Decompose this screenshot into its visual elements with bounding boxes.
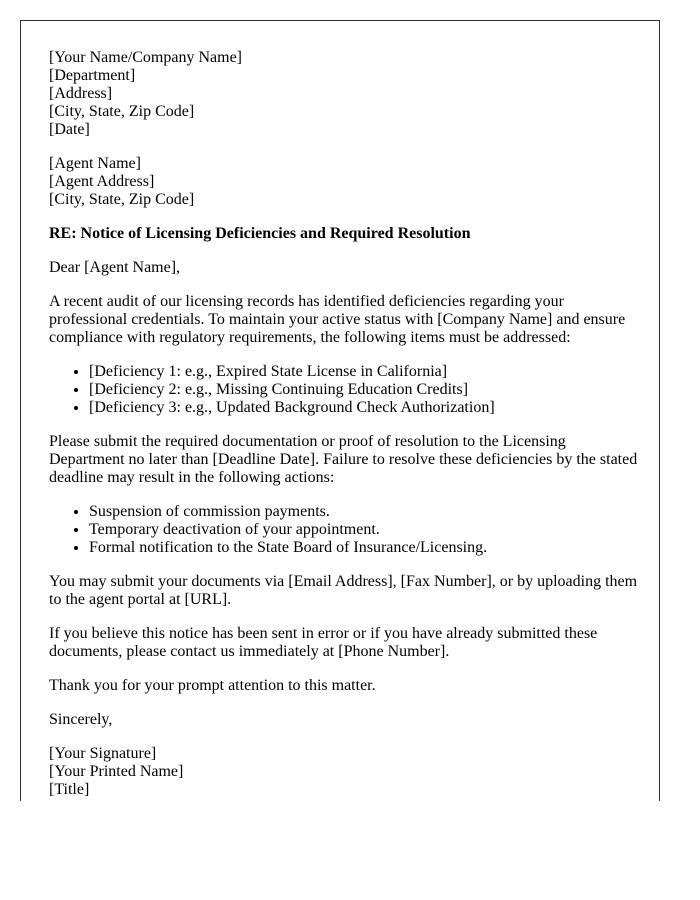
actions-list bbox=[49, 503, 639, 557]
signer-title: [Title] bbox=[49, 781, 90, 798]
letter-body bbox=[49, 49, 639, 801]
printed-name: [Your Printed Name] bbox=[49, 763, 184, 780]
deficiency-list bbox=[49, 363, 639, 417]
closing: Sincerely, bbox=[49, 711, 113, 728]
sender-block bbox=[49, 49, 639, 139]
sender-city-state-zip: [City, State, Zip Code] bbox=[49, 103, 195, 120]
thanks-paragraph: Thank you for your prompt attention to this matter. bbox=[49, 677, 376, 694]
letter-date: [Date] bbox=[49, 121, 90, 138]
signature-block bbox=[49, 745, 639, 799]
sender-name: [Your Name/Company Name] bbox=[49, 49, 243, 66]
intro-paragraph: A recent audit of our licensing records has identified deficiencies regarding your professional credentials. To maintain your active status with [Company Name] and ensure compliance with regulatory requirements, the following items must be addressed: bbox=[49, 293, 626, 346]
subject-line: RE: Notice of Licensing Deficiencies and Required Resolution bbox=[49, 225, 471, 242]
error-paragraph: If you believe this notice has been sent in error or if you have already submitted these documents, please contact us immediately at [Phone Number]. bbox=[49, 625, 598, 660]
deficiency-item: • [Deficiency 3: e.g., Updated Background Check Authorization] bbox=[89, 399, 639, 417]
signature: [Your Signature] bbox=[49, 745, 157, 762]
sender-department: [Department] bbox=[49, 67, 136, 84]
submission-paragraph: You may submit your documents via [Email Address], [Fax Number], or by uploading them to the agent portal at [URL]. bbox=[49, 573, 638, 608]
recipient-name: [Agent Name] bbox=[49, 155, 141, 172]
deficiency-item: • [Deficiency 1: e.g., Expired State License in California] bbox=[89, 363, 639, 381]
action-item: • Temporary deactivation of your appointment. bbox=[89, 521, 639, 539]
sender-address: [Address] bbox=[49, 85, 113, 102]
recipient-address: [Agent Address] bbox=[49, 173, 155, 190]
salutation: Dear [Agent Name], bbox=[49, 259, 181, 276]
deadline-paragraph: Please submit the required documentation or proof of resolution to the Licensing Department no later than [Deadline Date]. Failure to resolve these deficiencies by the stated deadline may result in the following actions: bbox=[49, 433, 638, 486]
action-item: • Suspension of commission payments. bbox=[89, 503, 639, 521]
recipient-block bbox=[49, 155, 639, 209]
deficiency-item: • [Deficiency 2: e.g., Missing Continuing Education Credits] bbox=[89, 381, 639, 399]
letter-page bbox=[20, 20, 660, 801]
recipient-city-state-zip: [City, State, Zip Code] bbox=[49, 191, 195, 208]
action-item: • Formal notification to the State Board of Insurance/Licensing. bbox=[89, 539, 639, 557]
